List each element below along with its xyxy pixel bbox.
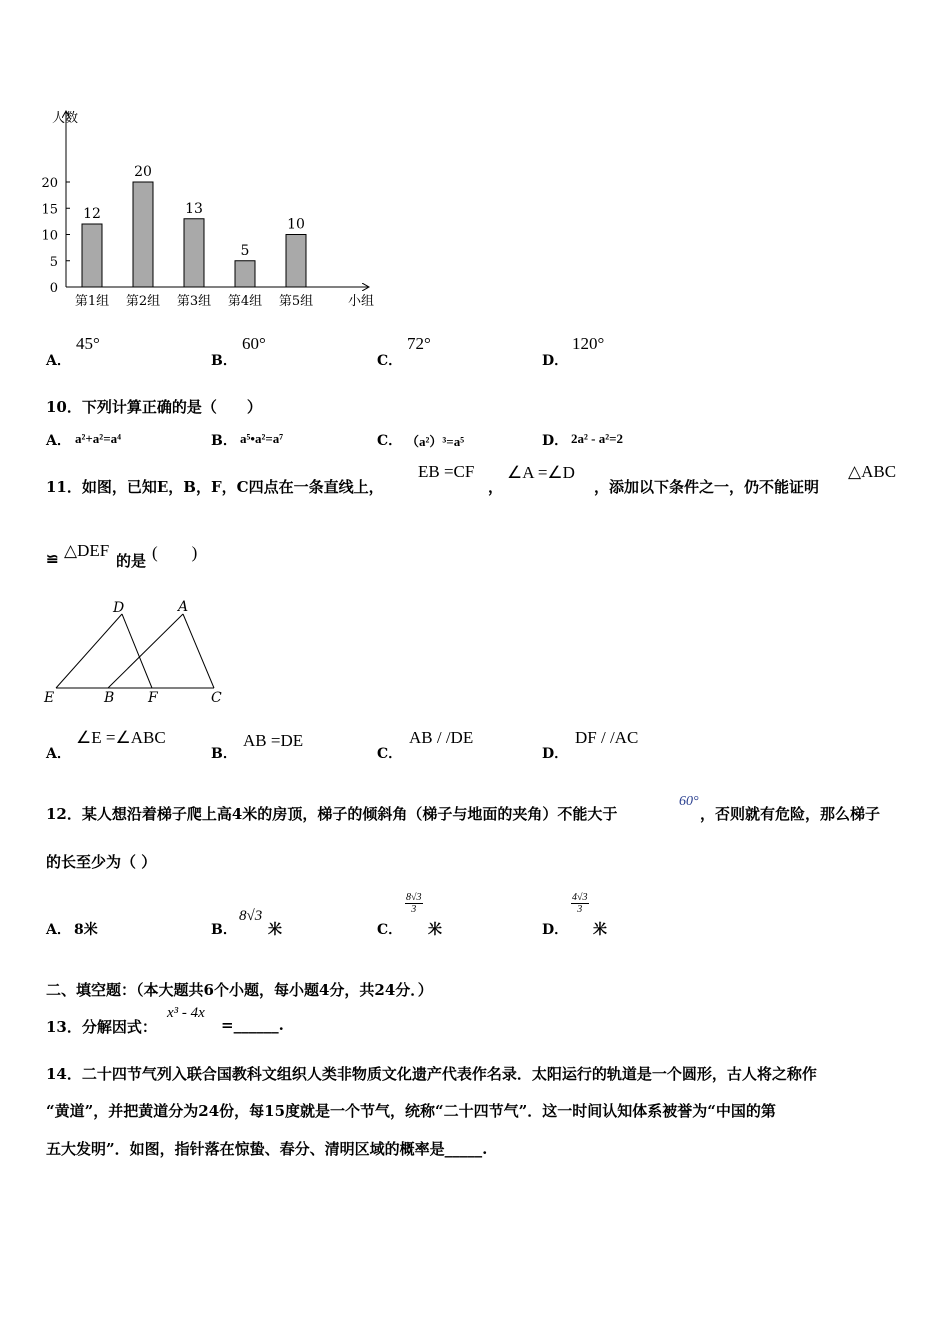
q12-option-c-unit: 米	[428, 922, 442, 938]
q11-separator: ，	[488, 478, 504, 496]
q10-option-d-value: 2a² - a²=2	[571, 431, 624, 446]
q12-option-d-denominator: 3	[577, 904, 583, 915]
bar-value-label: 13	[185, 200, 203, 217]
q12-option-a-label[interactable]: A．	[46, 922, 71, 938]
point-c-label: C	[211, 690, 222, 706]
bar	[286, 235, 306, 288]
q11-math-triangle-def: △DEF	[64, 541, 110, 560]
q12-option-d-fraction	[571, 892, 589, 915]
q11-option-a-value: ∠E =∠ABC	[76, 728, 166, 747]
q12-option-c-numerator: 8√3	[406, 892, 422, 903]
q9-option-d-label[interactable]: D．	[542, 353, 569, 369]
q12-option-a-value: 8米	[74, 922, 98, 938]
q11-answer-paren: ( )	[152, 543, 198, 562]
bar	[235, 261, 255, 287]
y-tick-label: 5	[49, 254, 58, 270]
q9-option-b-label[interactable]: B．	[211, 353, 237, 369]
bar-value-label: 10	[287, 216, 305, 233]
q12-option-d-numerator: 4√3	[572, 892, 588, 903]
y-tick-label: 0	[49, 281, 58, 296]
q9-option-c-value: 72°	[407, 334, 431, 353]
q11-option-d-label[interactable]: D．	[542, 746, 569, 762]
segment-ac	[183, 614, 214, 688]
q9-option-a-value: 45°	[76, 334, 100, 353]
q9-option-d-value: 120°	[572, 334, 605, 353]
q12-option-b-value: 8√3	[239, 908, 263, 924]
bar	[133, 182, 153, 287]
x-axis-label: 小组	[348, 294, 375, 309]
q12-option-c-fraction	[405, 892, 423, 915]
point-d-label: D	[113, 600, 125, 616]
q10-option-b-label[interactable]: B．	[211, 433, 237, 449]
bar-value-label: 12	[83, 206, 101, 222]
point-b-label: B	[104, 690, 115, 706]
segment-df	[122, 614, 152, 688]
q12-stem-line2: 的长至少为（ ）	[46, 853, 157, 871]
category-label: 第4组	[227, 294, 263, 309]
q14-line-3: 五大发明”．如图，指针落在惊蛰、春分、清明区域的概率是_____.	[46, 1140, 488, 1158]
q10-option-c-label[interactable]: C．	[377, 433, 403, 449]
q12-option-c-denominator: 3	[411, 904, 417, 915]
q11-option-c-label[interactable]: C．	[377, 746, 403, 762]
q11-math-angle-a-d: ∠A =∠D	[507, 463, 575, 482]
q12-option-c-label[interactable]: C．	[377, 922, 403, 938]
y-tick-label: 10	[41, 228, 58, 244]
q11-option-b-label[interactable]: B．	[211, 746, 237, 762]
category-label: 第3组	[176, 294, 212, 309]
q12-option-d-unit: 米	[593, 922, 607, 938]
q9-option-a-label[interactable]: A．	[46, 353, 71, 369]
q12-stem-part1: 12．某人想沿着梯子爬上高4米的房顶，梯子的倾斜角（梯子与地面的夹角）不能大于	[46, 805, 618, 823]
triangle-figure	[40, 596, 240, 706]
bar-value-label: 5	[240, 242, 250, 259]
y-tick-label: 20	[41, 176, 58, 191]
q12-option-d-label[interactable]: D．	[542, 922, 569, 938]
bar-chart	[40, 100, 400, 320]
q11-stem-part1: 11．如图，已知E，B，F，C四点在一条直线上，	[46, 478, 384, 496]
q12-option-b-unit: 米	[268, 922, 282, 938]
q11-congruent-symbol: ≌	[46, 550, 59, 568]
bar-value-label: 20	[134, 164, 152, 180]
q11-math-eb-cf: EB =CF	[418, 462, 475, 481]
q11-math-triangle-abc: △ABC	[848, 462, 897, 481]
q11-option-d-value: DF / /AC	[575, 728, 639, 747]
q10-option-c-value: （a²）³=a⁵	[406, 434, 465, 449]
point-f-label: F	[148, 690, 158, 706]
q10-option-d-label[interactable]: D．	[542, 433, 569, 449]
segment-ed	[56, 614, 122, 688]
section-2-heading: 二、填空题：（本大题共6个小题，每小题4分，共24分．）	[46, 981, 433, 999]
q10-option-a-label[interactable]: A．	[46, 433, 71, 449]
q10-option-b-value: a⁵•a²=a⁷	[240, 431, 284, 446]
q10-stem: 10．下列计算正确的是（ ）	[46, 398, 262, 416]
q13-prefix: 13．分解因式：	[46, 1018, 157, 1036]
y-axis-label: 人数	[52, 111, 79, 126]
q12-angle: 60°	[679, 794, 699, 809]
q11-option-a-label[interactable]: A．	[46, 746, 71, 762]
bar	[184, 219, 204, 287]
q11-option-c-value: AB / /DE	[409, 728, 474, 747]
q12-stem-part2: ，否则就有危险，那么梯子	[700, 805, 881, 823]
q11-option-b-value: AB =DE	[243, 731, 304, 750]
category-label: 第1组	[74, 294, 110, 309]
point-e-label: E	[44, 690, 55, 706]
category-label: 第5组	[278, 294, 314, 309]
q14-line-1: 14．二十四节气列入联合国教科文组织人类非物质文化遗产代表作名录．太阳运行的轨道是一个圆形，古人将之称作	[46, 1065, 817, 1083]
q14-line-2: “黄道”，并把黄道分为24份，每15度就是一个节气，统称“二十四节气”．这一时间认知体系被誉为“中国的第	[46, 1102, 776, 1120]
category-label: 第2组	[125, 294, 161, 309]
point-a-label: A	[178, 599, 189, 615]
y-tick-label: 15	[41, 202, 58, 218]
q10-option-a-value: a²+a²=a⁴	[75, 431, 122, 446]
q9-option-b-value: 60°	[242, 334, 266, 353]
bar	[82, 224, 102, 287]
q12-option-b-label[interactable]: B．	[211, 922, 237, 938]
q9-option-c-label[interactable]: C．	[377, 353, 403, 369]
q13-expression: x³ - 4x	[167, 1005, 205, 1021]
segment-ba	[108, 614, 183, 688]
q13-answer-blank[interactable]: =______.	[221, 1016, 284, 1034]
q11-stem-part2: ，添加以下条件之一，仍不能证明	[594, 478, 820, 496]
q11-stem-part3: 的是	[116, 552, 147, 570]
